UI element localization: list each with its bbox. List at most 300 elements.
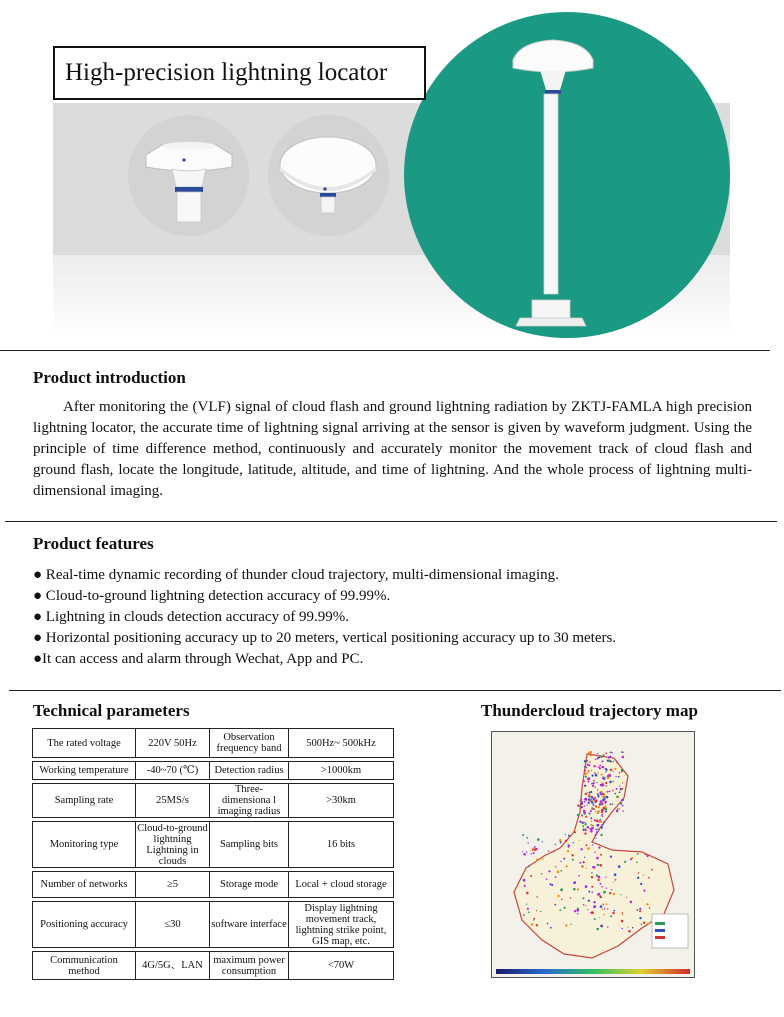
trajectory-map-graphic	[492, 732, 694, 977]
strike-point	[583, 780, 585, 782]
strike-point	[565, 924, 567, 926]
strike-point	[637, 853, 639, 855]
strike-point	[523, 879, 526, 882]
strike-point	[597, 818, 598, 819]
strike-point	[522, 851, 523, 852]
strike-point	[573, 842, 574, 843]
strike-point	[594, 819, 596, 821]
strike-point	[596, 782, 597, 783]
strike-point	[603, 914, 605, 916]
strike-point	[534, 848, 537, 851]
strike-point	[581, 865, 583, 867]
strike-point	[603, 891, 606, 894]
strike-point	[597, 879, 599, 881]
strike-point	[581, 806, 583, 808]
strike-point	[622, 782, 623, 783]
strike-point	[598, 829, 599, 830]
strike-point	[594, 918, 596, 920]
strike-point	[526, 851, 527, 852]
strike-point	[616, 810, 618, 812]
strike-point	[616, 762, 618, 764]
strike-point	[621, 799, 624, 802]
strike-point	[595, 759, 596, 760]
strike-point	[560, 841, 562, 843]
strike-point	[560, 861, 561, 862]
strike-point	[526, 837, 528, 839]
strike-point	[648, 877, 650, 879]
strike-point	[594, 772, 596, 774]
hero-accent-circle	[404, 12, 730, 338]
table-cell: maximum power consumption	[210, 952, 289, 980]
strike-point	[601, 815, 602, 816]
table-row	[33, 729, 394, 758]
table-cell: -40~70 (℃)	[136, 762, 210, 780]
strike-point	[600, 905, 603, 908]
strike-point	[541, 873, 543, 875]
strike-point	[586, 761, 587, 762]
strike-point	[555, 876, 557, 878]
strike-point	[550, 927, 552, 929]
strike-point	[586, 844, 588, 846]
strike-point	[587, 778, 589, 780]
strike-point	[601, 826, 603, 828]
strike-point	[537, 838, 540, 841]
strike-point	[606, 796, 609, 799]
strike-point	[591, 911, 594, 914]
strike-point	[590, 810, 592, 812]
strike-point	[613, 781, 615, 783]
strike-point	[584, 823, 586, 825]
strike-point	[590, 824, 592, 826]
strike-point	[542, 841, 543, 842]
strike-point	[622, 914, 623, 915]
strike-point	[578, 805, 579, 806]
strike-point	[588, 752, 590, 754]
strike-point	[610, 856, 612, 858]
strike-point	[584, 785, 586, 787]
strike-point	[602, 760, 604, 762]
strike-point	[563, 858, 565, 860]
strike-point	[595, 774, 598, 777]
strike-point	[619, 772, 621, 774]
features-list	[33, 565, 616, 670]
table-cell: 16 bits	[289, 822, 394, 868]
strike-point	[583, 828, 585, 830]
strike-point	[602, 810, 604, 812]
strike-point	[531, 923, 533, 925]
strike-point	[620, 894, 621, 895]
strike-point	[579, 840, 580, 841]
strike-point	[584, 760, 586, 762]
table-cell: ≥5	[136, 872, 210, 898]
strike-point	[599, 803, 601, 805]
strike-point	[600, 925, 601, 926]
table-cell: ≤30	[136, 902, 210, 948]
strike-point	[572, 859, 574, 861]
strike-point	[600, 854, 602, 856]
strike-point	[593, 905, 596, 908]
strike-point	[605, 803, 606, 804]
strike-point	[619, 808, 621, 810]
strike-point	[548, 850, 549, 851]
strike-point	[536, 924, 538, 926]
strike-point	[582, 822, 584, 824]
strike-point	[639, 917, 641, 919]
strike-point	[548, 870, 550, 872]
strike-point	[593, 780, 594, 781]
strike-point	[579, 800, 580, 801]
strike-point	[578, 875, 580, 877]
strike-point	[612, 752, 613, 753]
strike-point	[615, 776, 616, 777]
strike-point	[604, 801, 607, 804]
strike-point	[631, 857, 633, 859]
strike-point	[557, 871, 560, 874]
strike-point	[534, 846, 536, 848]
strike-point	[599, 792, 601, 794]
strike-point	[523, 853, 526, 856]
strike-point	[637, 877, 639, 879]
strike-point	[612, 912, 614, 914]
strike-point	[602, 799, 605, 802]
strike-point	[601, 795, 603, 797]
table-cell: >1000km	[289, 762, 394, 780]
strike-point	[566, 865, 568, 867]
strike-point	[620, 802, 622, 804]
strike-point	[574, 881, 576, 883]
strike-point	[584, 822, 585, 823]
lightning-locator-mast-image	[128, 115, 249, 236]
feature-item: ● Horizontal positioning accuracy up to 20 meters, vertical positioning accuracy up to 30 meters.	[33, 630, 617, 646]
table-cell: Cloud-to-ground lightning Lightning in clouds	[137, 822, 208, 867]
strike-point	[606, 888, 607, 889]
strike-point	[591, 796, 594, 799]
strike-point	[593, 765, 595, 767]
strike-point	[589, 796, 591, 798]
strike-point	[638, 872, 639, 873]
table-cell: <70W	[289, 952, 394, 980]
strike-point	[596, 928, 599, 931]
strike-point	[595, 805, 597, 807]
table-cell: Detection radius	[210, 762, 289, 780]
table-cell: 500Hz~ 500kHz	[289, 729, 394, 758]
strike-point	[601, 803, 603, 805]
strike-point	[549, 883, 551, 885]
strike-point	[603, 754, 605, 756]
strike-point	[582, 897, 584, 899]
strike-point	[595, 797, 596, 798]
strike-point	[591, 876, 593, 878]
strike-point	[618, 776, 620, 778]
table-cell: Three-dimensiona l imaging radius	[210, 784, 289, 818]
table-cell: Number of networks	[33, 872, 136, 898]
intro-heading: Product introduction	[33, 368, 186, 387]
strike-point	[533, 918, 535, 920]
strike-point	[590, 817, 592, 819]
strike-point	[639, 908, 641, 910]
strike-point	[624, 861, 626, 863]
strike-point	[570, 924, 571, 925]
strike-point	[587, 847, 590, 850]
table-cell: Observation frequency band	[210, 729, 289, 758]
strike-point	[599, 917, 600, 918]
strike-point	[576, 909, 579, 912]
strike-point	[637, 909, 639, 911]
strike-point	[585, 766, 587, 768]
feature-item: ● Real-time dynamic recording of thunder cloud trajectory, multi-dimensional imaging.	[33, 567, 559, 583]
table-cell: Sampling bits	[210, 822, 289, 868]
strike-point	[595, 834, 597, 836]
strike-point	[533, 852, 535, 854]
strike-point	[623, 752, 624, 753]
strike-point	[542, 858, 544, 860]
strike-point	[577, 888, 579, 890]
strike-point	[597, 864, 599, 866]
table-cell: >30km	[289, 784, 394, 818]
strike-point	[613, 893, 615, 895]
strike-point	[602, 909, 603, 910]
strike-point	[597, 757, 599, 759]
strike-point	[585, 776, 587, 778]
strike-point	[601, 766, 603, 768]
tech-parameters-table	[32, 728, 394, 980]
strike-point	[579, 821, 581, 823]
strike-point	[621, 769, 624, 772]
strike-point	[585, 793, 587, 795]
features-heading: Product features	[33, 534, 154, 553]
strike-point	[616, 796, 618, 798]
strike-point	[592, 844, 593, 845]
strike-point	[601, 774, 603, 776]
strike-point	[614, 793, 616, 795]
table-cell: software interface	[210, 902, 289, 948]
strike-point	[560, 870, 562, 872]
strike-point	[591, 770, 592, 771]
strike-point	[591, 792, 592, 793]
strike-point	[605, 877, 606, 878]
strike-point	[604, 795, 606, 797]
strike-point	[561, 899, 563, 901]
strike-point	[608, 760, 611, 763]
strike-point	[609, 791, 611, 793]
strike-point	[602, 816, 603, 817]
strike-point	[596, 857, 599, 860]
tech-heading: Technical parameters	[33, 701, 190, 720]
strike-point	[595, 800, 598, 803]
strike-point	[596, 820, 599, 823]
strike-point	[613, 882, 614, 883]
table-row	[33, 902, 394, 948]
strike-point	[602, 904, 604, 906]
strike-point	[583, 904, 585, 906]
page-title: High-precision lightning locator	[65, 59, 388, 86]
strike-point	[632, 927, 634, 929]
strike-point	[597, 753, 598, 754]
strike-point	[603, 823, 604, 824]
strike-point	[531, 853, 532, 854]
strike-point	[607, 926, 608, 927]
strike-point	[600, 755, 603, 758]
strike-point	[584, 857, 585, 858]
strike-point	[574, 831, 576, 833]
strike-point	[605, 798, 606, 799]
table-cell: 25MS/s	[136, 784, 210, 818]
strike-point	[588, 770, 590, 772]
strike-point	[553, 850, 555, 852]
strike-point	[599, 765, 601, 767]
strike-point	[601, 782, 602, 783]
strike-point	[597, 789, 598, 790]
strike-point	[619, 785, 620, 786]
strike-point	[533, 919, 534, 920]
trajectory-map-image	[491, 731, 695, 978]
table-cell: Positioning accuracy	[33, 902, 136, 948]
strike-point	[641, 924, 642, 925]
strike-point	[591, 872, 592, 873]
strike-point	[608, 757, 609, 758]
strike-point	[564, 907, 566, 909]
strike-point	[527, 908, 529, 910]
strike-point	[612, 790, 614, 792]
table-row	[33, 784, 394, 818]
page-title-box	[53, 46, 426, 100]
strike-point	[536, 859, 539, 862]
strike-point	[608, 777, 610, 779]
strike-point	[565, 834, 566, 835]
strike-point	[523, 914, 525, 916]
table-row	[33, 952, 394, 980]
strike-point	[621, 920, 624, 923]
strike-point	[528, 911, 530, 913]
strike-point	[607, 908, 608, 909]
strike-point	[585, 905, 586, 906]
strike-point	[585, 885, 588, 888]
strike-point	[607, 791, 609, 793]
strike-point	[605, 810, 606, 811]
strike-point	[646, 903, 648, 905]
strike-point	[592, 825, 594, 827]
strike-point	[526, 892, 529, 895]
strike-point	[605, 782, 607, 784]
strike-point	[604, 908, 606, 910]
strike-point	[601, 793, 602, 794]
strike-point	[640, 883, 642, 885]
strike-point	[584, 798, 587, 801]
strike-point	[536, 910, 537, 911]
table-cell: Local + cloud storage	[289, 872, 394, 898]
strike-point	[614, 768, 616, 770]
feature-item: ● Lightning in clouds detection accuracy of 99.99%.	[33, 609, 350, 625]
strike-point	[584, 801, 586, 803]
strike-point	[612, 803, 614, 805]
strike-point	[595, 829, 596, 830]
strike-point	[592, 785, 594, 787]
strike-point	[590, 830, 593, 833]
strike-point	[591, 807, 593, 809]
strike-point	[524, 885, 526, 887]
strike-point	[587, 764, 589, 766]
table-cell: Storage mode	[210, 872, 289, 898]
strike-point	[603, 776, 604, 777]
strike-point	[636, 862, 638, 864]
strike-point	[547, 923, 549, 925]
strike-point	[582, 825, 584, 827]
strike-point	[651, 869, 653, 871]
strike-point	[599, 864, 600, 865]
strike-point	[605, 753, 607, 755]
strike-point	[559, 839, 562, 842]
strike-point	[609, 781, 612, 784]
strike-point	[581, 801, 583, 803]
strike-point	[590, 828, 592, 830]
strike-point	[557, 895, 559, 897]
strike-point	[577, 913, 578, 914]
strike-point	[585, 772, 587, 774]
strike-point	[531, 849, 533, 851]
strike-point	[618, 865, 621, 868]
strike-point	[628, 930, 631, 933]
strike-point	[598, 806, 600, 808]
strike-point	[591, 801, 594, 804]
strike-point	[593, 798, 596, 801]
section-divider	[9, 690, 781, 691]
strike-point	[588, 813, 590, 815]
strike-point	[565, 840, 567, 842]
strike-point	[610, 804, 612, 806]
strike-point	[601, 886, 603, 888]
strike-point	[530, 875, 532, 877]
strike-point	[622, 928, 623, 929]
strike-point	[603, 821, 604, 822]
strike-point	[605, 771, 606, 772]
strike-point	[560, 888, 563, 891]
strike-point	[593, 901, 595, 903]
table-row	[33, 762, 394, 780]
table-cell: Monitoring type	[33, 822, 136, 868]
strike-point	[608, 775, 611, 778]
strike-point	[639, 910, 641, 912]
strike-point	[587, 826, 589, 828]
strike-point	[584, 805, 586, 807]
strike-point	[605, 769, 607, 771]
strike-point	[597, 772, 598, 773]
strike-point	[532, 848, 533, 849]
strike-point	[613, 761, 614, 762]
strike-point	[582, 815, 583, 816]
table-cell: 4G/5G、LAN	[136, 952, 210, 980]
table-row	[33, 872, 394, 898]
strike-point	[596, 824, 599, 827]
table-cell: Display lightning movement track, lightning strike point, GIS map, etc.	[289, 902, 394, 948]
strike-point	[622, 805, 624, 807]
table-cell: Communication method	[33, 952, 136, 980]
strike-point	[546, 878, 548, 880]
table-cell: 220V 50Hz	[136, 729, 210, 758]
table-cell: Sampling rate	[33, 784, 136, 818]
section-divider	[0, 350, 770, 351]
strike-point	[647, 855, 649, 857]
strike-point	[643, 922, 645, 924]
strike-point	[597, 793, 599, 795]
section-divider	[5, 521, 777, 522]
strike-point	[615, 879, 617, 881]
strike-point	[568, 846, 570, 848]
strike-point	[649, 907, 651, 909]
strike-point	[610, 769, 612, 771]
strike-point	[596, 874, 598, 876]
table-cell: The rated voltage	[33, 729, 136, 758]
strike-point	[555, 844, 557, 846]
